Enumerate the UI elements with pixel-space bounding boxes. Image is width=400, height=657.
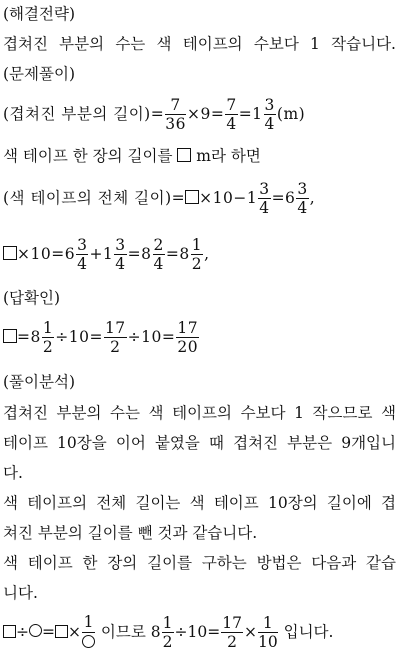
analysis-line: 니다.: [3, 584, 38, 602]
analysis-line: 쳐진 부분의 길이를 뺀 것과 같습니다.: [3, 524, 258, 542]
operator: +1: [89, 245, 114, 263]
square-symbol: [3, 625, 16, 638]
operator: =8: [127, 245, 152, 263]
fraction: $\frac{3}{4}$: [77, 235, 88, 273]
operator: =8: [17, 328, 41, 346]
fraction: $\frac{1}{2}$: [162, 613, 173, 651]
analysis-line: 테이프 10장을 이어 붙였을 때 겹쳐진 부분은 9개입니: [3, 434, 396, 452]
fraction: $\frac{3}{4}$: [264, 95, 275, 133]
assume-line: [3, 146, 400, 166]
operator: ÷10=: [174, 623, 221, 641]
operator: =1: [238, 105, 263, 123]
operator: =: [42, 623, 55, 641]
square-symbol: [177, 148, 191, 162]
fraction: $\frac{1}{2}$: [191, 235, 203, 273]
total-label: (색 테이프의 전체 길이)=: [3, 189, 186, 207]
strategy-text: 겹쳐진 부분의 수는 색 테이프의 수보다 1 작습니다.: [3, 35, 396, 53]
overlap-label: (겹쳐진 부분의 길이)=: [3, 105, 165, 123]
total-equation: [3, 176, 400, 220]
square-symbol: [55, 625, 68, 638]
square-symbol: [185, 190, 199, 204]
unit: (m): [276, 105, 306, 123]
circle-symbol: [29, 624, 42, 637]
assume-text: m라 하면: [191, 147, 261, 165]
operator: =6: [271, 189, 296, 207]
fraction: $\frac{1}{10}$: [257, 613, 278, 651]
analysis-line: 색 테이프 한 장의 길이를 구하는 방법은 다음과 같습: [3, 554, 396, 572]
operator: ×: [68, 623, 81, 641]
fraction: $\frac{3}{4}$: [259, 179, 270, 217]
answer-equation: [3, 315, 400, 359]
analysis-line: 다.: [3, 464, 23, 482]
punct: ,: [204, 245, 210, 263]
fraction: $\frac{2}{4}$: [153, 235, 164, 273]
circle-symbol: [82, 635, 95, 648]
punct: ,: [309, 189, 316, 207]
operator: ÷10=: [127, 328, 176, 346]
operator: =8: [165, 245, 190, 263]
assume-text: 색 테이프 한 장의 길이를: [3, 147, 178, 165]
operator: ×10=6: [17, 245, 76, 263]
operator: ÷: [16, 623, 29, 641]
fraction: $\frac{17}{2}$: [104, 318, 126, 356]
fraction: $\frac{7}{4}$: [226, 95, 237, 133]
heading-strategy: (해결전략): [3, 5, 75, 23]
fraction: 1: [82, 615, 95, 651]
analysis-line: 색 테이프의 전체 길이는 색 테이프 10장의 길이에 겹: [3, 494, 396, 512]
fraction: $\frac{1}{2}$: [42, 318, 54, 356]
heading-solution: (문제풀이): [3, 65, 75, 83]
heading-analysis: (풀이분석): [3, 373, 75, 391]
square-symbol: [3, 246, 17, 260]
fraction: $\frac{17}{20}$: [177, 318, 199, 356]
overlap-equation: [3, 93, 400, 135]
fraction: $\frac{3}{4}$: [297, 179, 308, 217]
operator: ×9=: [186, 105, 225, 123]
final-equation: [3, 610, 400, 654]
text: 입니다.: [278, 623, 334, 641]
heading-answer: (답확인): [3, 289, 61, 307]
operator: ×10−1: [199, 189, 258, 207]
operator: ×: [243, 623, 257, 641]
operator: ÷10=: [55, 328, 103, 346]
eq2-equation: [3, 232, 400, 276]
square-symbol: [3, 329, 17, 343]
text: 이므로 8: [96, 623, 161, 641]
fraction: $\frac{3}{4}$: [115, 235, 126, 273]
fraction: $\frac{7}{36}$: [165, 95, 186, 133]
analysis-line: 겹쳐진 부분의 수는 색 테이프의 수보다 1 작으므로 색: [3, 404, 396, 422]
fraction: $\frac{17}{2}$: [222, 613, 242, 651]
